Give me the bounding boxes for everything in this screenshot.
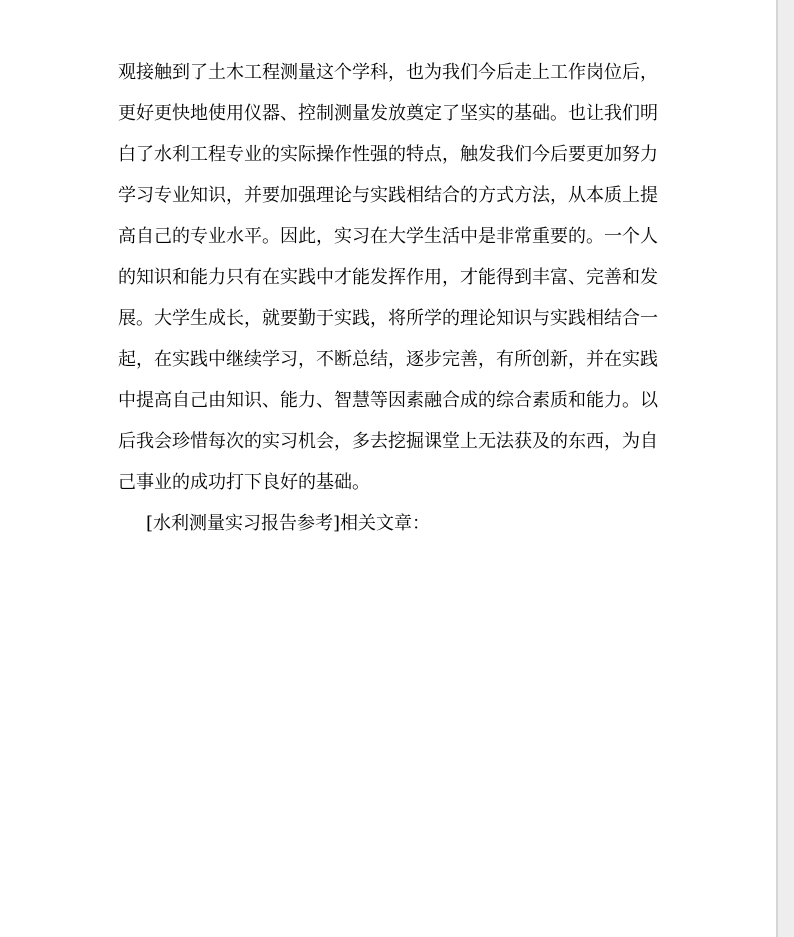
paragraph-line: 中提高自己由知识、能力、智慧等因素融合成的综合素质和能力。以 — [118, 390, 658, 411]
paragraph-line: 起，在实践中继续学习，不断总结，逐步完善，有所创新，并在实践 — [118, 349, 658, 370]
paragraph-line: 学习专业知识，并要加强理论与实践相结合的方式方法，从本质上提 — [118, 185, 658, 206]
paragraph-line: 白了水利工程专业的实际操作性强的特点，触发我们今后要更加努力 — [118, 144, 658, 165]
paragraph-line: 展。大学生成长，就要勤于实践，将所学的理论知识与实践相结合一 — [118, 308, 658, 329]
paragraph-line: 后我会珍惜每次的实习机会，多去挖掘课堂上无法获及的东西，为自 — [118, 431, 658, 452]
paragraph-line: 高自己的专业水平。因此，实习在大学生活中是非常重要的。一个人 — [118, 226, 658, 247]
body-text — [118, 52, 678, 544]
paragraph-line: 观接触到了土木工程测量这个学科，也为我们今后走上工作岗位后， — [118, 62, 658, 83]
paragraph-line: 己事业的成功打下良好的基础。 — [118, 472, 370, 493]
paragraph-line: 更好更快地使用仪器、控制测量发放奠定了坚实的基础。也让我们明 — [118, 103, 658, 124]
paragraph-line: 的知识和能力只有在实践中才能发挥作用，才能得到丰富、完善和发 — [118, 267, 658, 288]
viewer-background — [778, 0, 794, 937]
related-articles-heading: [水利测量实习报告参考]相关文章： — [146, 513, 431, 534]
